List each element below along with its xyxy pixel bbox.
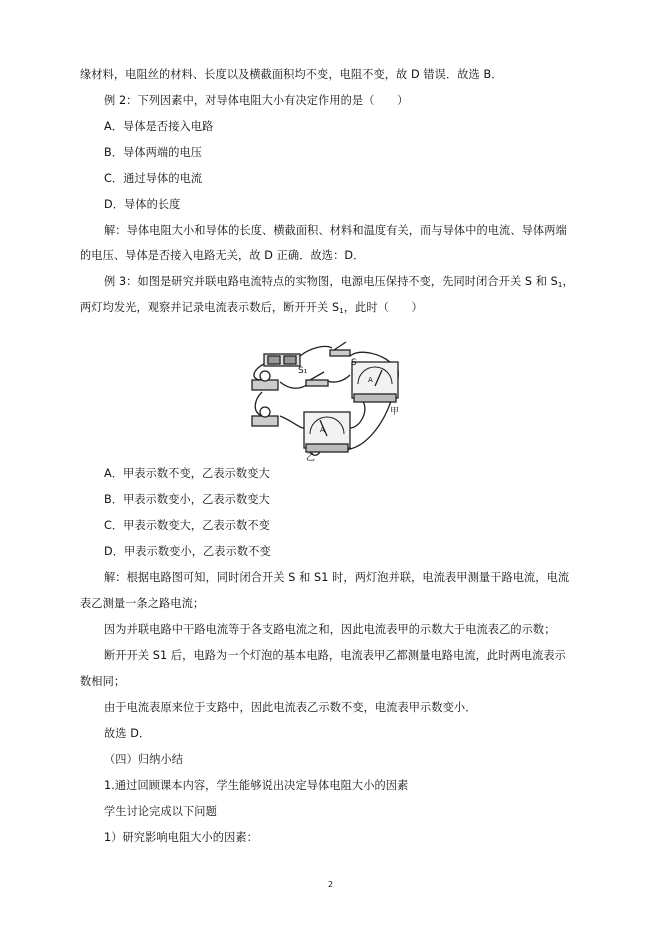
option-d: D．甲表示数变小，乙表示数不变: [104, 545, 271, 558]
option-a: A．甲表示数不变，乙表示数变大: [104, 467, 270, 480]
solution-line: 的电压、导体是否接入电路无关，故 D 正确．故选：D．: [80, 249, 365, 262]
ammeter-a-label: A: [320, 426, 325, 434]
example-2-question: 例 2：下列因素中，对导体电阻大小有决定作用的是（ ）: [104, 94, 409, 107]
option-c: C．甲表示数变大，乙表示数不变: [104, 519, 270, 532]
option-a: A．导体是否接入电路: [104, 120, 214, 133]
solution-line: 断开开关 S1 后，电路为一个灯泡的基本电路，电流表甲乙都测量电路电流，此时两电流表示: [104, 649, 566, 662]
option-c: C．通过导体的电流: [104, 172, 203, 185]
option-d: D．导体的长度: [104, 198, 181, 211]
solution-line: 因为并联电路中干路电流等于各支路电流之和，因此电流表甲的示数大于电流表乙的示数；: [104, 623, 556, 636]
option-b: B．甲表示数变小，乙表示数变大: [104, 493, 270, 506]
answer-line: 故选 D．: [104, 727, 151, 740]
summary-item: 1.通过回顾课本内容，学生能够说出决定导体电阻大小的因素: [104, 779, 409, 792]
solution-line: 表乙测量一条之路电流；: [80, 597, 205, 610]
text-line: 缘材料，电阻丝的材料、长度以及横截面积均不变，电阻不变，故 D 错误．故选 B．: [80, 68, 503, 81]
label-jia: 甲: [390, 407, 400, 417]
circuit-figure: [240, 340, 410, 462]
label-s1: S₁: [298, 366, 308, 376]
circuit-diagram: [240, 340, 410, 462]
option-b: B．导体两端的电压: [104, 146, 203, 159]
solution-line: 解：根据电路图可知，同时闭合开关 S 和 S1 时，两灯泡并联，电流表甲测量干路电流，电流: [104, 571, 570, 584]
solution-line: 数相同；: [80, 675, 126, 688]
example-3-question: 例 3：如图是研究并联电路电流特点的实物图，电源电压保持不变，先同时闭合开关 S 和 $S_1$，: [104, 275, 574, 289]
solution-line: 解：导体电阻大小和导体的长度、横截面积、材料和温度有关，而与导体中的电流、导体两端: [104, 224, 567, 237]
ammeter-a-label: A: [368, 376, 373, 384]
solution-line: 由于电流表原来位于支路中，因此电流表乙示数不变，电流表甲示数变小．: [104, 701, 477, 714]
summary-item: 1）研究影响电阻大小的因素：: [104, 831, 258, 844]
example-3-question: 两灯均发光，观察并记录电流表示数后，断开开关 $S_1$，此时（ ）: [80, 301, 423, 315]
label-yi: 乙: [306, 453, 316, 462]
summary-text: 学生讨论完成以下问题: [104, 805, 217, 818]
label-s: S: [351, 358, 357, 368]
page-number: 2: [327, 880, 334, 889]
section-heading: （四）归纳小结: [104, 753, 184, 766]
